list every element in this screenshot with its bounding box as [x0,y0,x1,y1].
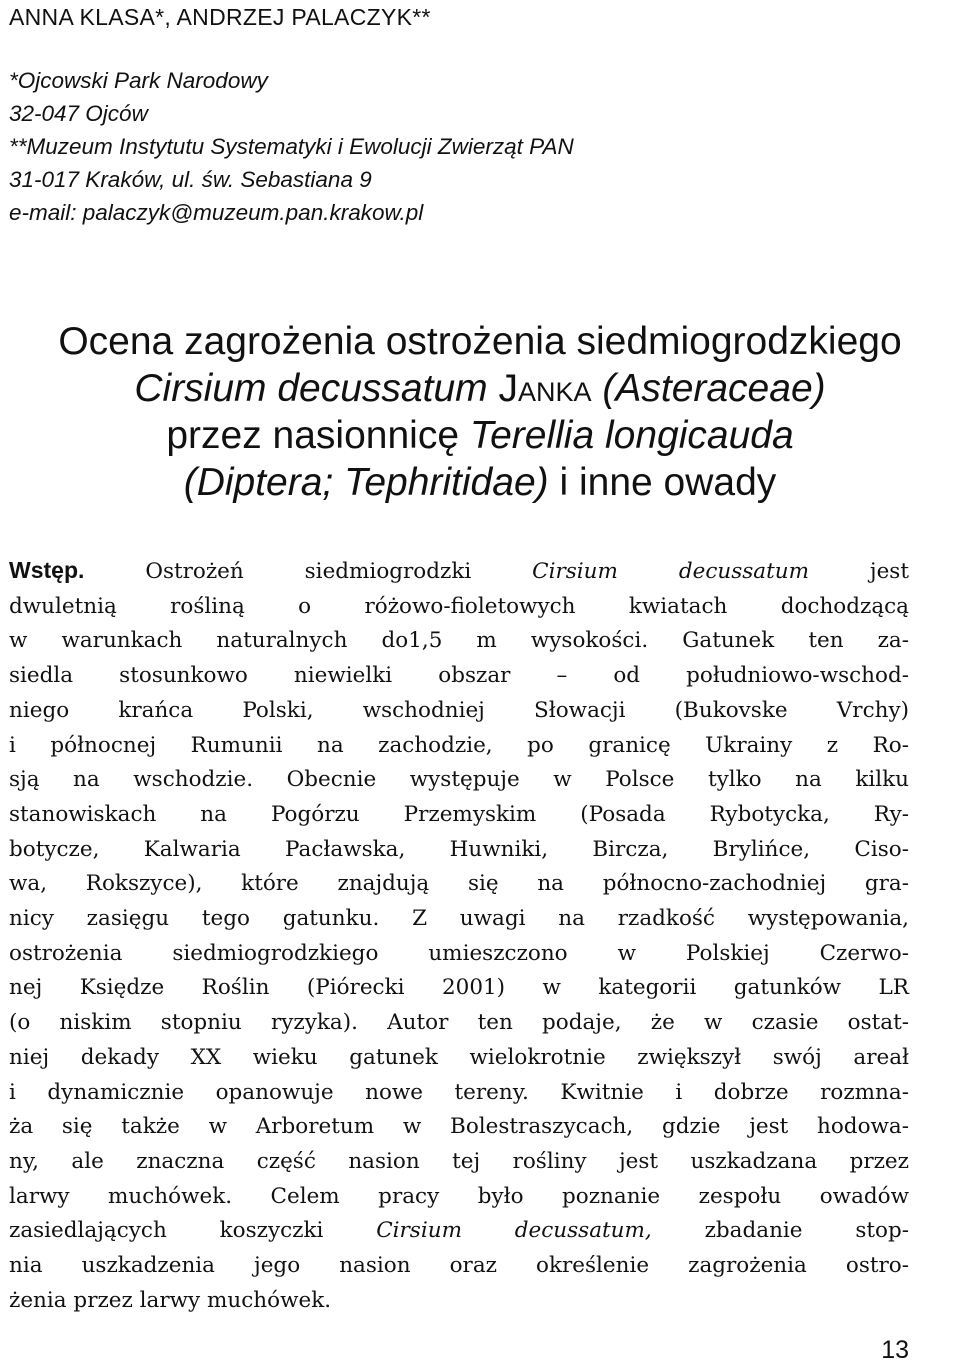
email-line: e-mail: palaczyk@muzeum.pan.krakow.pl [9,200,424,225]
body-line: i dynamicznie opanowuje nowe tereny. Kwitnie i dobrze rozmna- [9,1079,909,1105]
body-line: żenia przez larwy muchówek. [9,1287,332,1313]
body-line: Wstęp. Ostrożeń siedmiogrodzki Cirsium decussatum jest [9,557,909,584]
body-line: niego krańca Polski, wschodniej Słowacji (Bukovske Vrchy) [9,697,909,723]
body-line: niej dekady XX wieku gatunek wielokrotnie zwiększył swój areał [9,1044,909,1070]
title-line: przez nasionnicę Terellia longicauda [166,414,794,457]
body-line: nicy zasięgu tego gatunku. Z uwagi na rzadkość występowania, [9,906,909,932]
body-line: larwy muchówek. Celem pracy było poznanie zespołu owadów [9,1183,909,1209]
body-line: (o niskim stopniu ryzyka). Autor ten podaje, że w czasie ostat- [9,1010,909,1036]
body-line: sją na wschodzie. Obecnie występuje w Polsce tylko na kilku [9,767,909,793]
body-line: ostrożenia siedmiogrodzkiego umieszczono w Polskiej Czerwo- [9,940,909,966]
body-line: siedla stosunkowo niewielki obszar – od południowo-wschod- [9,663,909,689]
body-line: stanowiskach na Pogórzu Przemyskim (Posada Rybotycka, Ry- [9,801,909,827]
section-heading: Wstęp. [9,557,85,583]
body-line: zasiedlających koszyczki Cirsium decussatum, zbadanie stop- [9,1218,909,1244]
affiliation-line: **Muzeum Instytutu Systematyki i Ewolucji Zwierząt PAN [9,134,574,159]
title-line: Ocena zagrożenia ostrożenia siedmiogrodzkiego [58,320,902,363]
authors: ANNA KLASA*, ANDRZEJ PALACZYK** [9,4,431,30]
body-line: nia uszkadzenia jego nasion oraz określenie zagrożenia ostro- [9,1253,909,1279]
page-number: 13 [881,1336,909,1364]
affiliation-line: 31-017 Kraków, ul. św. Sebastiana 9 [9,167,372,192]
body-line: wa, Rokszyce), które znajdują się na północno-zachodniej gra- [9,871,909,897]
title-line: Cirsium decussatum Janka (Asteraceae) [134,367,826,410]
body-line: w warunkach naturalnych do1,5 m wysokości. Gatunek ten za- [9,628,909,654]
affiliations [9,64,909,229]
body-line: i północnej Rumunii na zachodzie, po granicę Ukrainy z Ro- [9,732,909,758]
title-line: (Diptera; Tephritidae) i inne owady [183,461,777,504]
paper-title [0,318,960,506]
body-line: dwuletnią rośliną o różowo-fioletowych kwiatach dochodzącą [9,593,909,619]
body-line: ża się także w Arboretum w Bolestraszycach, gdzie jest hodowa- [9,1114,909,1140]
body-line: botycze, Kalwaria Pacławska, Huwniki, Bircza, Brylińce, Ciso- [9,836,909,862]
body-line: ny, ale znaczna część nasion tej rośliny jest uszkadzana przez [9,1148,909,1174]
body-line: nej Księdze Roślin (Piórecki 2001) w kategorii gatunków LR [9,975,909,1001]
affiliation-line: *Ojcowski Park Narodowy [9,68,268,93]
introduction-paragraph [9,553,909,1318]
affiliation-line: 32-047 Ojców [9,101,148,126]
